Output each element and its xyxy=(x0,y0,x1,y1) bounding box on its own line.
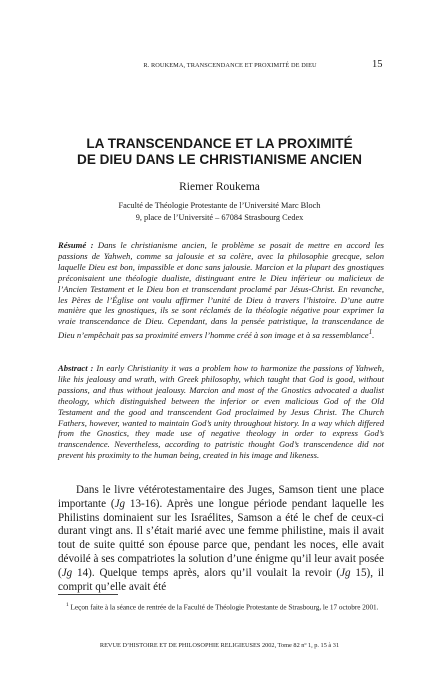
abstract-label: Abstract : xyxy=(58,363,94,373)
affiliation-line-1: Faculté de Théologie Protestante de l’Université Marc Bloch xyxy=(118,201,321,210)
body-paragraph xyxy=(58,484,384,594)
footnote-text: Leçon faite à la séance de rentrée de la Faculté de Théologie Protestante de Strasbourg, le 17 octobre 2001. xyxy=(68,603,379,612)
page-number: 15 xyxy=(372,59,383,70)
body-text-part-4: 15), il comprit qu’elle avait été xyxy=(58,566,384,593)
journal-footer: REVUE D’HISTOIRE ET DE PHILOSOPHIE RELIGIEUSES 2002, Tome 82 nº 1, p. 15 à 31 xyxy=(99,642,340,649)
body-text-part-3: 14). Quelque temps après, alors qu’il voulait la revoir ( xyxy=(72,566,341,579)
body-text-part-2: 13-16). Après une longue période pendant laquelle les Philistins dominaient sur les Israélites, Samson a été le chef de ceux-ci durant vingt ans. Il s’était marié avec une femme philistine, mais il avait tout de suite quitté son épouse parce que, pendant les noces, elle avait dévoilé à ses compatriotes la solution d’une énigme qu’il leur avait posée ( xyxy=(58,497,384,579)
footnote xyxy=(58,601,384,613)
ref-jg-2: Jg xyxy=(61,566,73,579)
resume-paragraph xyxy=(58,240,384,341)
author-name: Riemer Roukema xyxy=(179,181,260,193)
resume-label: Résumé : xyxy=(58,240,94,250)
abstract-text: In early Christianity it was a problem how to harmonize the passions of Yahweh, like his jealousy and wrath, with Greek philosophy, which taught that God is good, without passions, and thus without jealousy. Marcion and most of the Gnostics advocated a dualist theology, which distinguished between the inferior or even malicious God of the Old Testament and the good and transcendent God proclaimed by Jesus Christ. The Church Fathers, however, wanted to maintain God’s unity throughout history. In a way which differed from the Gnostics, they made use of negative theology in order to express God’s transcendence. Nevertheless, according to patristic thought God’s transcendence did not prevent his proximity to the human being, created in his image and likeness. xyxy=(58,363,384,461)
author-affiliation xyxy=(40,200,399,224)
body-text-part-1: Dans le livre vétérotestamentaire des Juges, Samson tient une place importante ( xyxy=(58,484,384,510)
ref-jg-1: Jg xyxy=(114,497,126,510)
ref-jg-3: Jg xyxy=(340,566,351,579)
resume-text: Dans le christianisme ancien, le problème se posait de mettre en accord les passions de Yahweh, comme sa jalousie et sa colère, avec la philosophie grecque, selon laquelle Dieu est bon, impassible et donc sans jalousie. Marcion et la plupart des gnostiques préconisaient une théologie dualiste, distinguant entre le Dieu inférieur ou malicieux de l’Ancien Testament et le Dieu bon et transcendant proclamé par Jésus-Christ. En revanche, les Pères de l’Église ont voulu affirmer l’unité de Dieu à travers l’histoire. D’une autre manière que les gnostiques, ils se sont réclamés de la théologie négative pour exprimer la vraie transcendance de Dieu. Cependant, dans la pensée patristique, la transcendance de Dieu n’empêchait pas sa proximité envers l’homme créé à son image et à sa ressemblance xyxy=(58,240,384,341)
title-line-1: LA TRANSCENDANCE ET LA PROXIMITÉ xyxy=(86,136,353,151)
abstract-paragraph xyxy=(58,363,384,461)
footnote-divider xyxy=(58,594,118,595)
resume-end: . xyxy=(372,330,375,341)
footnote-marker: 1 xyxy=(66,602,69,608)
resume-footnote-ref: 1 xyxy=(368,328,373,337)
running-head: R. ROUKEMA, TRANSCENDANCE ET PROXIMITÉ DE DIEU xyxy=(143,62,317,69)
title-line-2: DE DIEU DANS LE CHRISTIANISME ANCIEN xyxy=(77,152,362,167)
article-title xyxy=(40,136,399,168)
affiliation-line-2: 9, place de l’Université – 67084 Strasbourg Cedex xyxy=(135,213,304,222)
